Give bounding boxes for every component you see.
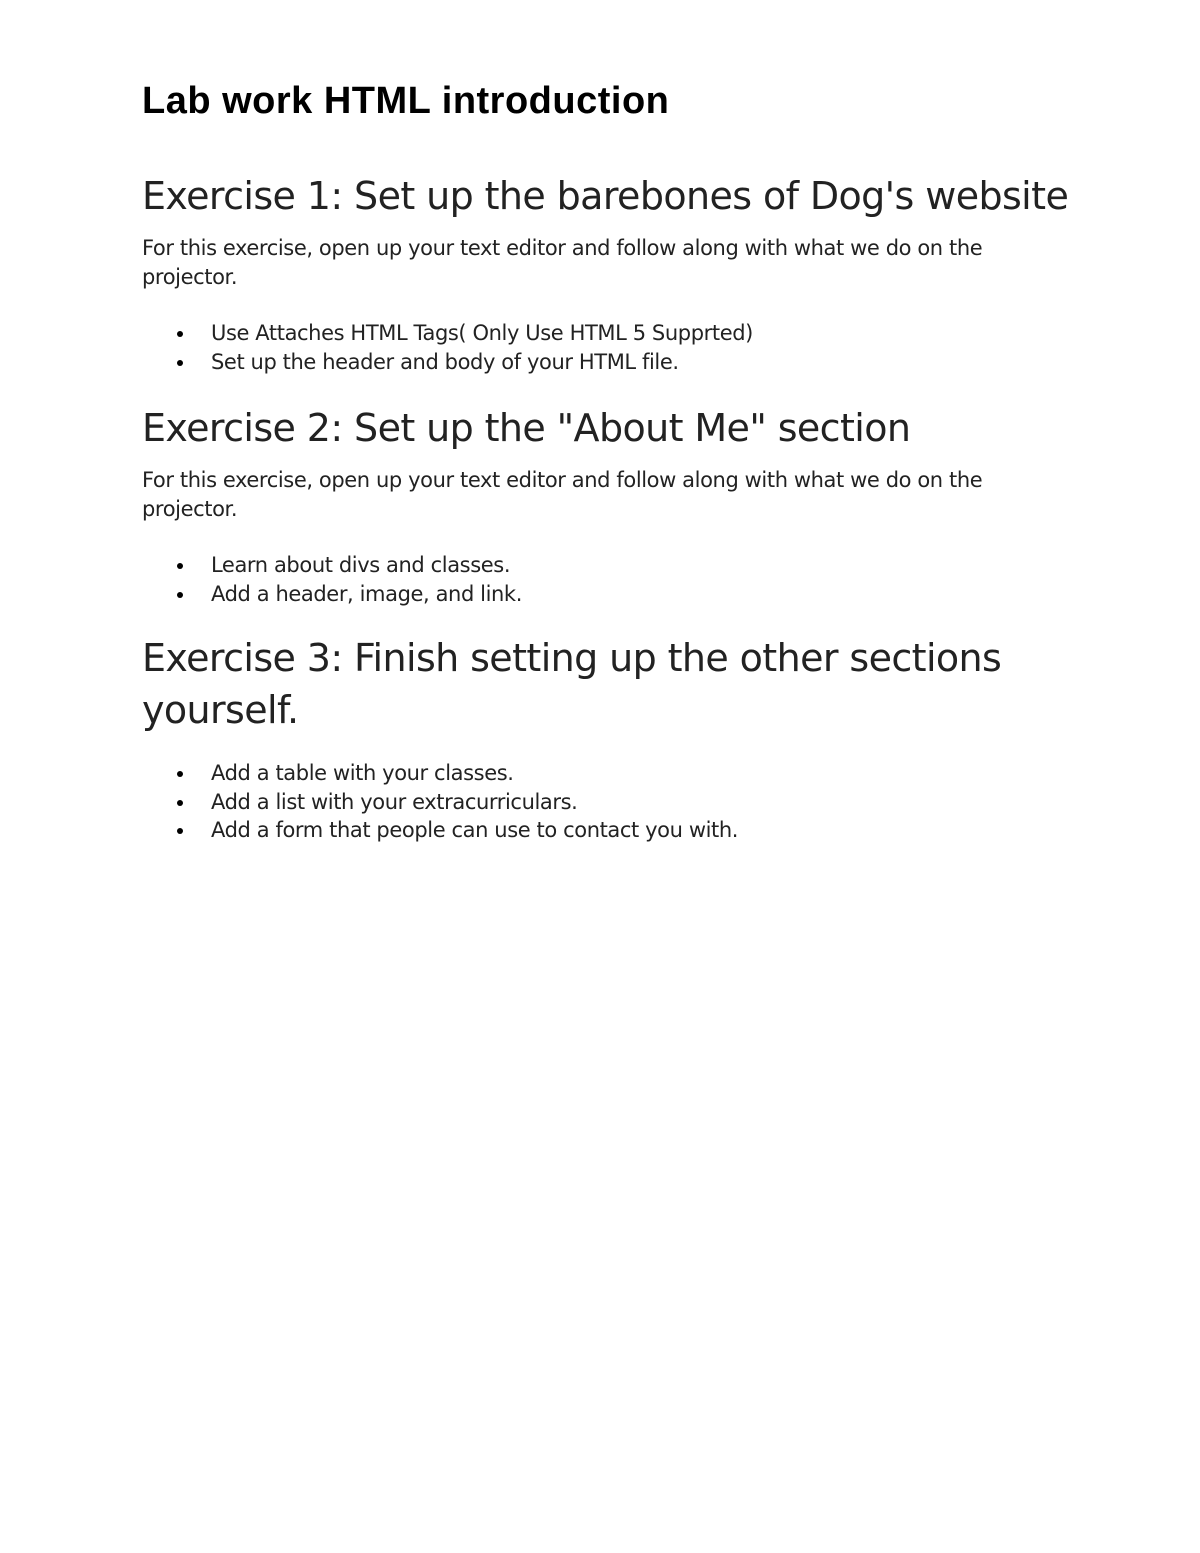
- exercise-3-bullet-list: [142, 759, 1072, 845]
- exercise-1-heading: Exercise 1: Set up the barebones of Dog's website: [142, 174, 1069, 218]
- bullet-icon: [177, 563, 183, 569]
- exercise-3-heading: Exercise 3: Finish setting up the other sections yourself.: [142, 636, 1002, 732]
- bullet-item: [142, 816, 1072, 845]
- bullet-icon: [177, 592, 183, 598]
- bullet-icon: [177, 828, 183, 834]
- bullet-item: [142, 319, 1072, 348]
- bullet-text: Add a table with your classes.: [211, 761, 514, 785]
- bullet-item: [142, 551, 1072, 580]
- bullet-text: Use Attaches HTML Tags( Only Use HTML 5 Supprted): [211, 321, 753, 345]
- exercise-2-bullet-list: [142, 551, 1072, 608]
- bullet-icon: [177, 360, 183, 366]
- bullet-item: [142, 580, 1072, 609]
- bullet-icon: [177, 331, 183, 337]
- exercise-1-description: For this exercise, open up your text editor and follow along with what we do on the projector.: [142, 236, 983, 289]
- exercise-2-heading: Exercise 2: Set up the "About Me" section: [142, 406, 911, 450]
- bullet-text: Learn about divs and classes.: [211, 553, 511, 577]
- bullet-text: Add a form that people can use to contact you with.: [211, 818, 739, 842]
- bullet-text: Add a list with your extracurriculars.: [211, 789, 578, 814]
- bullet-item: [142, 788, 1072, 817]
- bullet-icon: [177, 800, 183, 806]
- exercise-2-section: [142, 402, 1072, 608]
- bullet-text: Set up the header and body of your HTML file.: [211, 349, 679, 374]
- bullet-item: [142, 759, 1072, 788]
- exercise-3-section: [142, 632, 1072, 845]
- bullet-item: [142, 348, 1072, 377]
- bullet-icon: [177, 771, 183, 777]
- exercise-1-section: [142, 170, 1072, 376]
- bullet-text: Add a header, image, and link.: [211, 581, 522, 606]
- exercise-2-description: For this exercise, open up your text editor and follow along with what we do on the projector.: [142, 468, 983, 521]
- document-page: [142, 78, 1072, 845]
- document-title: Lab work HTML introduction: [142, 80, 670, 122]
- exercise-1-bullet-list: [142, 319, 1072, 376]
